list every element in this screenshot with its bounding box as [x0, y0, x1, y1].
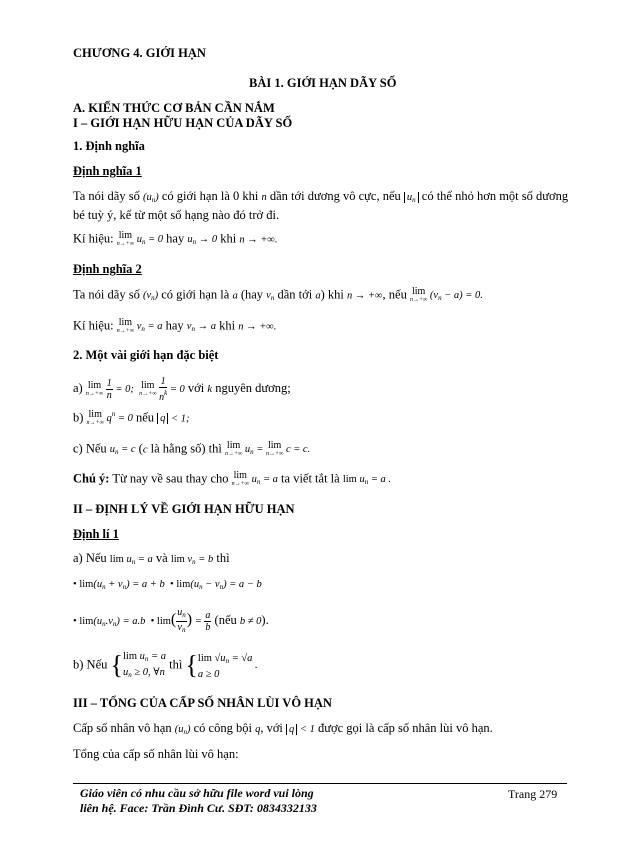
- theorem-1-sum-difference: • $\lim(u_n + v_n) = a + b$ • $\lim(u_n - v_n) = a - b$: [73, 579, 262, 591]
- definition-2-line-1: Ta nói dãy số $(v_n)$ có giới hạn là a (hay $v_n$ dần tới a) khi n → +∞, nếu lim n→+∞ $(v_n - a) = 0$.: [73, 286, 483, 303]
- subsection-definition: 1. Định nghĩa: [73, 139, 145, 153]
- section-3-heading: III – TỔNG CỦA CẤP SỐ NHÂN LÙI VÔ HẠN: [73, 696, 332, 710]
- section-a-heading: A. KIẾN THỨC CƠ BẢN CẦN NẮM: [73, 101, 275, 115]
- special-limit-a: a) lim n→+∞ $\frac{1}{n}$ = 0; lim n→+∞ $\frac{1}{n^k}$ = 0 với k nguyên dương;: [73, 376, 291, 403]
- footer-divider: [73, 783, 567, 784]
- chapter-title: CHƯƠNG 4. GIỚI HẠN: [73, 46, 206, 60]
- theorem-1-product-quotient: • $\lim(u_n.v_n) = a.b$ • lim( $\frac{u_n}{v_n}$ ) = $\frac{a}{b}$ (nếu b ≠ 0).: [73, 607, 269, 634]
- definition-1-line-2: bé tuỳ ý, kể từ một số hạng nào đó trở đi.: [73, 208, 280, 222]
- theorem-1-a: a) Nếu $\lim u_n = a$ và $\lim v_n = b$ thì: [73, 551, 230, 566]
- subsection-special-limits: 2. Một vài giới hạn đặc biệt: [73, 348, 219, 362]
- section-2-heading: II – ĐỊNH LÝ VỀ GIỚI HẠN HỮU HẠN: [73, 502, 295, 516]
- section-1-heading: I – GIỚI HẠN HỮU HẠN CỦA DÃY SỐ: [73, 116, 293, 130]
- definition-2-title: Định nghĩa 2: [73, 262, 142, 276]
- lesson-title: BÀI 1. GIỚI HẠN DÃY SỐ: [249, 76, 397, 90]
- theorem-1-b: b) Nếu {lim $u_n = a$ $u_n \ge 0$, ∀n thì {lim $√u_n = √a$ a ≥ 0 .: [73, 651, 258, 680]
- definition-1-line-1: Ta nói dãy số $(u_n)$ có giới hạn là 0 khi n dần tới dương vô cực, nếu $u_n$ có thể nhỏ hơn một số dương: [73, 189, 569, 204]
- theorem-1-title: Định lí 1: [73, 527, 119, 541]
- special-limit-note: Chú ý: Từ nay về sau thay cho lim n→+∞ $u_n = a$ ta viết tắt là $\lim u_n = a$ .: [73, 470, 392, 487]
- special-limit-b: b) lim n→+∞ $q^n = 0$ nếu q < 1;: [73, 409, 190, 426]
- definition-1-notation: Kí hiệu: lim n→+∞ $u_n = 0$ hay $u_n \to 0$ khi n → +∞.: [73, 230, 278, 247]
- geometric-series-definition: Cấp số nhân vô hạn $(u_n)$ có công bội q, với q < 1 được gọi là cấp số nhân lùi vô hạn.: [73, 721, 493, 736]
- special-limit-c: c) Nếu $u_n = c$ (c là hằng số) thì lim n→+∞ $u_n$ = lim n→+∞ c = c.: [73, 440, 311, 457]
- geometric-series-sum-label: Tổng của cấp số nhân lùi vô hạn:: [73, 747, 239, 761]
- definition-1-title: Định nghĩa 1: [73, 164, 142, 178]
- definition-2-notation: Kí hiệu: lim n→+∞ $v_n = a$ hay $v_n \to a$ khi n → +∞.: [73, 317, 277, 334]
- page-number: Trang 279: [508, 787, 558, 801]
- footer-contact: Giáo viên có nhu cầu sở hữu file word vui lòng liên hệ. Face: Trần Đình Cư. SĐT: 0834332133: [80, 786, 317, 815]
